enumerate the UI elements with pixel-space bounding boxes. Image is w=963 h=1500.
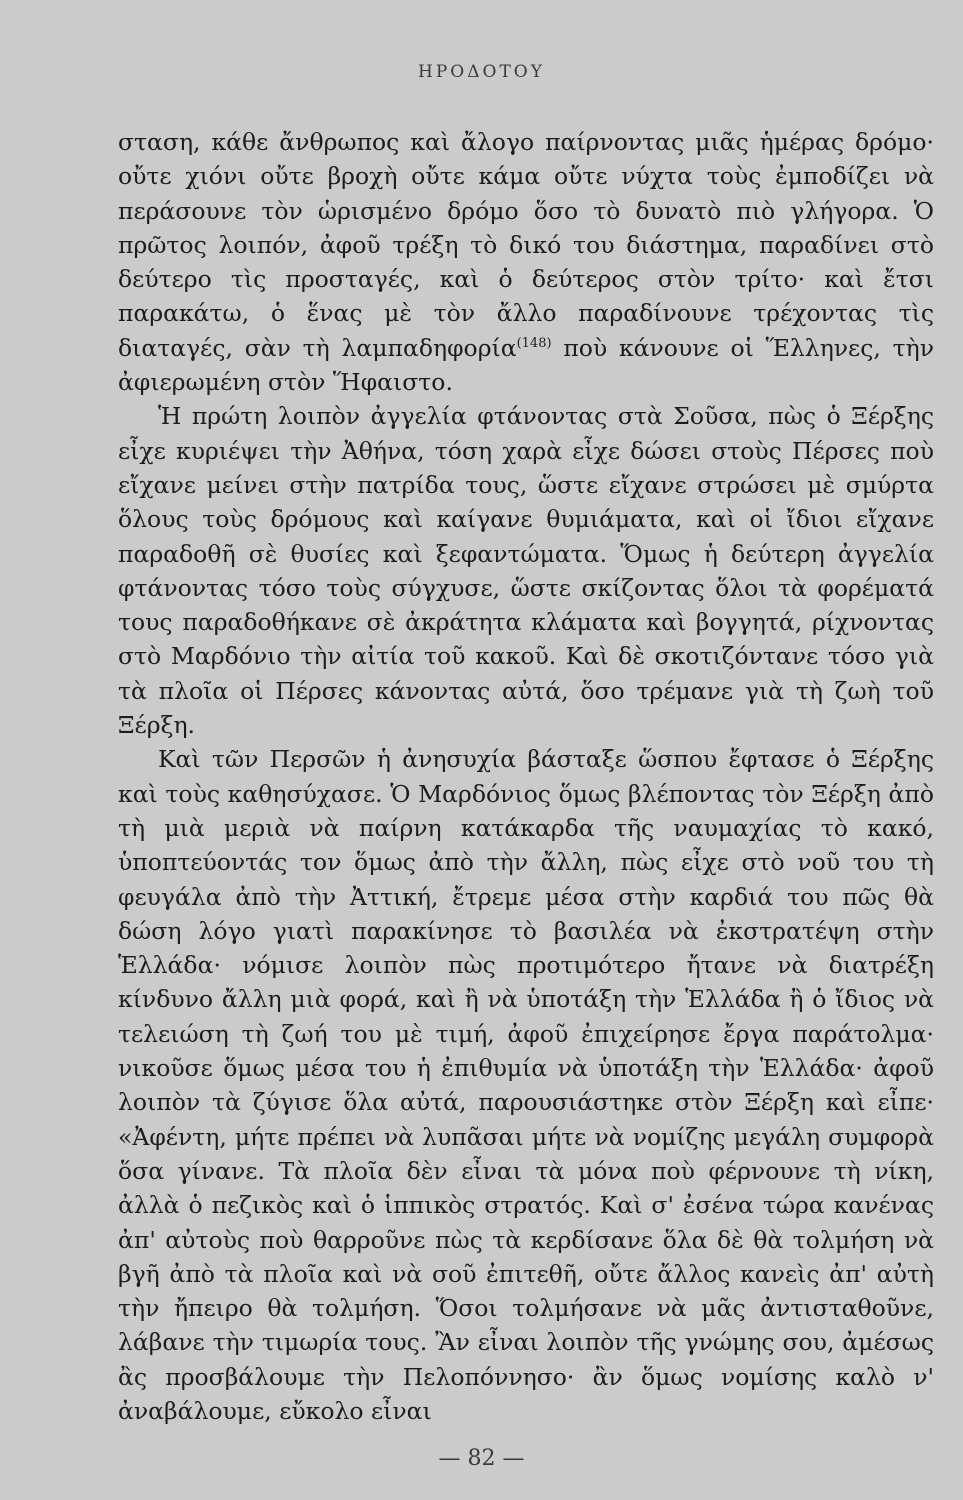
paragraph-1-continuation: ποὺ κάνουνε οἱ Ἕλληνες, τὴν ἀφιερωμένη στὸν Ἥφαιστο. <box>118 333 934 397</box>
body-text <box>118 125 934 1428</box>
page-number: — 82 — <box>438 1446 525 1471</box>
paragraph-1 <box>118 125 934 399</box>
footnote-reference: (148) <box>516 335 552 351</box>
running-head: ΗΡΟΔΟΤΟΥ <box>418 62 545 82</box>
paragraph-1-text: σταση, κάθε ἄνθρωπος καὶ ἄλογο παίρνοντας μιᾶς ἡμέρας δρόμο· οὔτε χιόνι οὔτε βροχὴ οὔτε κάμα οὔτε νύχτα τοὺς ἐμποδίζει νὰ περάσουνε τὸν ὡρισμένο δρόμο ὅσο τὸ δυνατὸ πιὸ γλήγορα. Ὁ πρῶτος λοιπόν, ἀφοῦ τρέξη τὸ δικό του διάστημα, παραδίνει στὸ δεύτερο τὶς προσταγές, καὶ ὁ δεύτερος στὸν τρίτο· καὶ ἔτσι παρακάτω, ὁ ἕνας μὲ τὸν ἄλλο παραδίνουνε τρέχοντας τὶς διαταγές, σὰν τὴ λαμπαδηφορία <box>118 128 934 362</box>
paragraph-2: Ἡ πρώτη λοιπὸν ἀγγελία φτάνοντας στὰ Σοῦσα, πὼς ὁ Ξέρξης εἶχε κυριέψει τὴν Ἀθήνα, τόση χαρὰ εἶχε δώσει στοὺς Πέρσες ποὺ εἴχανε μείνει στὴν πατρίδα τους, ὥστε εἴχανε στρώσει μὲ σμύρτα ὅλους τοὺς δρόμους καὶ καίγανε θυμιάματα, καὶ οἱ ἴδιοι εἴχανε παραδοθῆ σὲ θυσίες καὶ ξεφαντώματα. Ὅμως ἡ δεύτερη ἀγγελία φτάνοντας τόσο τοὺς σύγχυσε, ὥστε σκίζοντας ὅλοι τὰ φορέματά τους παραδοθήκανε σὲ ἀκράτητα κλάματα καὶ βογγητά, ρίχνοντας στὸ Μαρδόνιο τὴν αἰτία τοῦ κακοῦ. Καὶ δὲ σκοτιζόντανε τόσο γιὰ τὰ πλοῖα οἱ Πέρσες κάνοντας αὐτά, ὅσο τρέμανε γιὰ τὴ ζωὴ τοῦ Ξέρξη. <box>118 402 934 740</box>
paragraph-3: Καὶ τῶν Περσῶν ἡ ἀνησυχία βάσταξε ὥσπου ἔφτασε ὁ Ξέρξης καὶ τοὺς καθησύχασε. Ὁ Μαρδόνιος ὅμως βλέποντας τὸν Ξέρξη ἀπὸ τὴ μιὰ μεριὰ νὰ παίρνη κατάκαρδα τῆς ναυμαχίας τὸ κακό, ὑποπτεύοντάς τον ὅμως ἀπὸ τὴν ἄλλη, πὼς εἶχε στὸ νοῦ του τὴ φευγάλα ἀπὸ τὴν Ἀττική, ἔτρεμε μέσα στὴν καρδιά του πῶς θὰ δώση λόγο γιατὶ παρακίνησε τὸ βασιλέα νὰ ἐκστρατέψη στὴν Ἑλλάδα· νόμισε λοιπὸν πὼς προτιμότερο ἤτανε νὰ διατρέξη κίνδυνο ἄλλη μιὰ φορά, καὶ ἢ νὰ ὑποτάξη τὴν Ἑλλάδα ἢ ὁ ἴδιος νὰ τελειώση τὴ ζωή του μὲ τιμή, ἀφοῦ ἐπιχείρησε ἔργα παράτολμα· νικοῦσε ὅμως μέσα του ἡ ἐπιθυμία νὰ ὑποτάξη τὴν Ἑλλάδα· ἀφοῦ λοιπὸν τὰ ζύγισε ὅλα αὐτά, παρουσιάστηκε στὸν Ξέρξη καὶ εἶπε· «Ἀφέντη, μήτε πρέπει νὰ λυπᾶσαι μήτε νὰ νομίζης μεγάλη συμφορὰ ὅσα γίνανε. Τὰ πλοῖα δὲν εἶναι τὰ μόνα ποὺ φέρνουνε τὴ νίκη, ἀλλὰ ὁ πεζικὸς καὶ ὁ ἱππικὸς στρατός. Καὶ σ' ἐσένα τώρα κανένας ἀπ' αὐτοὺς ποὺ θαρροῦνε πὼς τὰ κερδίσανε ὅλα δὲ θὰ τολμήση νὰ βγῆ ἀπὸ τὰ πλοῖα καὶ νὰ σοῦ ἐπιτεθῆ, οὔτε ἄλλος κανεὶς ἀπ' αὐτὴ τὴν ἤπειρο θὰ τολμήση. Ὅσοι τολμήσανε νὰ μᾶς ἀντισταθοῦνε, λάβανε τὴν τιμωρία τους. Ἂν εἶναι λοιπὸν τῆς γνώμης σου, ἀμέσως ἂς προσβάλουμε τὴν Πελοπόννησο· ἂν ὅμως νομίσης καλὸ ν' ἀναβάλουμε, εὔκολο εἶναι <box>118 745 934 1425</box>
